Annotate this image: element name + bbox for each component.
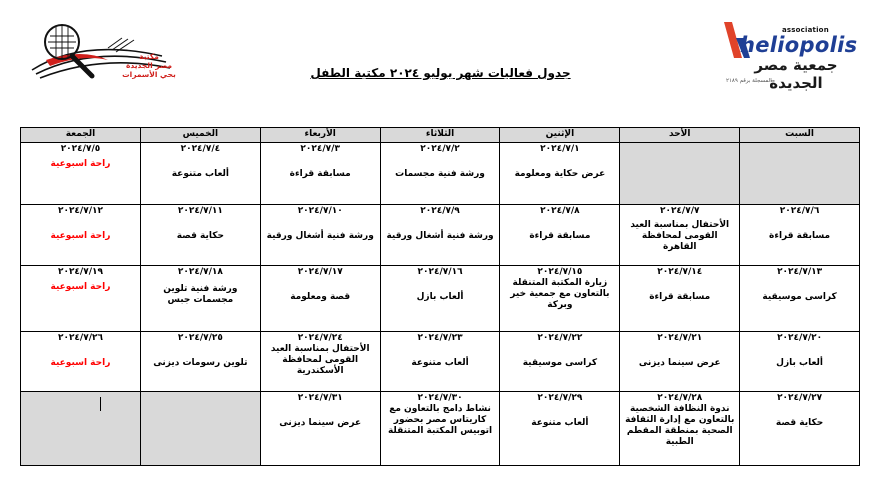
day-cell (260, 204, 380, 266)
day-cell (500, 204, 620, 266)
library-logo-line2: مصر الجديدة (125, 61, 172, 70)
cell-date: ٢٠٢٤/٧/٦ (779, 205, 820, 216)
day-cell (380, 143, 500, 205)
cell-date: ٢٠٢٤/٧/١٤ (657, 267, 703, 278)
cell-activity: مسابقة قراءة (649, 292, 711, 303)
cell-date: ٢٠٢٤/٧/١ (540, 144, 580, 154)
day-cell (260, 391, 380, 465)
header-row (21, 128, 860, 143)
cell-activity: الأحتفال بمناسبة العيد القومى لمحافظة القاهرة (630, 219, 730, 252)
rest-label: راحة اسبوعية (50, 282, 111, 293)
rest-label: راحة اسبوعية (50, 230, 111, 241)
cell-activity: نشاط دامج بالتعاون مع كاريتاس مصر بحضور اتوبيس المكتبة المتنقلة (387, 403, 493, 436)
association-arabic-name: جمعية مصر الجديدة (754, 56, 838, 92)
cell-activity: حكاية قصة (176, 230, 224, 241)
cell-activity: ألعاب بازل (776, 358, 823, 369)
day-cell (380, 332, 500, 392)
cell-activity: ألعاب متنوعة (411, 358, 469, 369)
document-title-text: جدول فعاليات شهر يوليو ٢٠٢٤ مكتبة الطفل (310, 66, 571, 80)
association-big-word: heliopolis (740, 33, 858, 57)
cell-activity: حكاية قصة (775, 417, 824, 428)
empty-cell (140, 391, 260, 465)
day-cell (500, 332, 620, 392)
day-header: الأحد (620, 128, 740, 143)
cell-activity: ندوة النظافة الشخصية بالتعاون مع إدارة الثقافة الصحية بمنطقة المقطم الطبية (625, 403, 735, 447)
day-cell (740, 391, 860, 465)
week-row (21, 332, 860, 392)
cell-activity: تلوين رسومات ديزنى (153, 358, 248, 369)
cell-date: ٢٠٢٤/٧/٢٠ (777, 333, 823, 344)
day-cell (140, 204, 260, 266)
cell-date: ٢٠٢٤/٧/٢٩ (537, 392, 583, 403)
day-cell (620, 332, 740, 392)
cell-date: ٢٠٢٤/٧/٢٨ (657, 392, 703, 403)
cell-date: ٢٠٢٤/٧/٢٥ (177, 333, 223, 344)
day-header: الجمعة (21, 128, 141, 143)
cell-activity: عرض سينما ديزنى (279, 417, 362, 428)
day-cell (740, 204, 860, 266)
cell-activity: ورشة فنية أشغال ورقية (386, 230, 494, 241)
day-cell (140, 143, 260, 205)
day-header: السبت (740, 128, 860, 143)
day-cell (380, 391, 500, 465)
day-header: الثلاثاء (380, 128, 500, 143)
cell-activity: ألعاب بازل (416, 292, 464, 303)
cell-date: ٢٠٢٤/٧/٢٧ (777, 392, 823, 403)
day-header: الإثنين (500, 128, 620, 143)
cell-activity: زيارة المكتبة المتنقلة بالتعاون مع جمعية خير وبركة (510, 278, 610, 311)
cell-activity: مسابقة قراءة (529, 230, 591, 241)
cell-date: ٢٠٢٤/٧/٥ (60, 144, 101, 154)
cell-date: ٢٠٢٤/٧/١٨ (177, 267, 223, 278)
cell-activity: كراسى موسيقية (522, 358, 598, 369)
day-cell (21, 332, 141, 392)
document-title (0, 66, 881, 80)
cell-date: ٢٠٢٤/٧/٣١ (297, 392, 343, 403)
week-row (21, 266, 860, 332)
day-cell (500, 391, 620, 465)
cell-date: ٢٠٢٤/٧/٣ (300, 144, 340, 154)
cell-activity: قصة ومعلومة (290, 292, 351, 303)
day-cell (620, 204, 740, 266)
cell-date: ٢٠٢٤/٧/١٠ (297, 205, 343, 216)
cell-date: ٢٠٢٤/٧/١٩ (57, 267, 103, 278)
day-cell (260, 332, 380, 392)
cell-activity: مسابقة قراءة (769, 230, 831, 241)
cell-activity: كراسى موسيقية (762, 292, 837, 303)
cell-date: ٢٠٢٤/٧/٧ (659, 205, 700, 216)
text-cursor (100, 397, 101, 411)
rest-label: راحة اسبوعية (50, 159, 111, 169)
day-cell (140, 266, 260, 332)
day-header: الأربعاء (260, 128, 380, 143)
day-cell (500, 143, 620, 205)
week-row (21, 391, 860, 465)
cell-date: ٢٠٢٤/٧/٩ (420, 205, 460, 216)
cell-date: ٢٠٢٤/٧/١١ (177, 205, 223, 216)
day-cell (260, 266, 380, 332)
empty-cell (620, 143, 740, 205)
cell-date: ٢٠٢٤/٧/٢٣ (417, 333, 463, 344)
day-cell (380, 204, 500, 266)
day-cell (21, 204, 141, 266)
association-established: المسجلة برقم ٢١٨٩ (726, 78, 772, 84)
cell-date: ٢٠٢٤/٧/٢ (420, 144, 460, 154)
empty-cell (740, 143, 860, 205)
schedule-table (20, 127, 860, 466)
week-row (21, 204, 860, 266)
day-cell (620, 266, 740, 332)
cell-activity: ورشة فنية مجسمات (395, 169, 485, 179)
library-logo-line1: مكتبة (139, 52, 159, 61)
day-cell (21, 266, 141, 332)
cell-date: ٢٠٢٤/٧/١٧ (297, 267, 343, 278)
rest-label: راحة اسبوعية (50, 358, 111, 369)
cell-activity: الأحتفال بمناسبة العيد القومى لمحافظة الأسكندرية (270, 344, 370, 377)
cell-date: ٢٠٢٤/٧/٤ (180, 144, 221, 154)
cell-date: ٢٠٢٤/٧/١٣ (777, 267, 823, 278)
day-cell (380, 266, 500, 332)
cell-activity: ألعاب متنوعة (171, 169, 229, 179)
cell-activity: مسابقة قراءة (289, 169, 351, 179)
cell-activity: ورشة فنية أشغال ورقية (266, 230, 374, 241)
day-cell (740, 266, 860, 332)
cell-date: ٢٠٢٤/٧/٣٠ (417, 392, 463, 403)
association-small-word: association (782, 26, 829, 34)
day-cell (500, 266, 620, 332)
cell-activity: عرض حكاية ومعلومة (514, 169, 606, 179)
cell-date: ٢٠٢٤/٧/٢٦ (57, 333, 103, 344)
day-cell (740, 332, 860, 392)
cell-date: ٢٠٢٤/٧/٢٢ (537, 333, 583, 344)
day-header: الخميس (140, 128, 260, 143)
cell-date: ٢٠٢٤/٧/١٦ (417, 267, 463, 278)
cell-activity: ألعاب متنوعة (531, 417, 589, 428)
library-logo-line3: بحي الأسمرات (122, 70, 176, 79)
day-cell (140, 332, 260, 392)
week-row (21, 143, 860, 205)
day-cell (620, 391, 740, 465)
cell-activity: عرض سينما ديزنى (638, 358, 721, 369)
cell-date: ٢٠٢٤/٧/٨ (540, 205, 580, 216)
cell-date: ٢٠٢٤/٧/١٥ (537, 267, 583, 278)
cell-activity: ورشة فنية تلوين مجسمات جبس (163, 284, 238, 306)
day-cell (21, 143, 141, 205)
cell-date: ٢٠٢٤/٧/٢٤ (297, 333, 343, 344)
cell-date: ٢٠٢٤/٧/١٢ (57, 205, 103, 216)
day-cell (260, 143, 380, 205)
empty-cell (21, 391, 141, 465)
cell-date: ٢٠٢٤/٧/٢١ (657, 333, 703, 344)
